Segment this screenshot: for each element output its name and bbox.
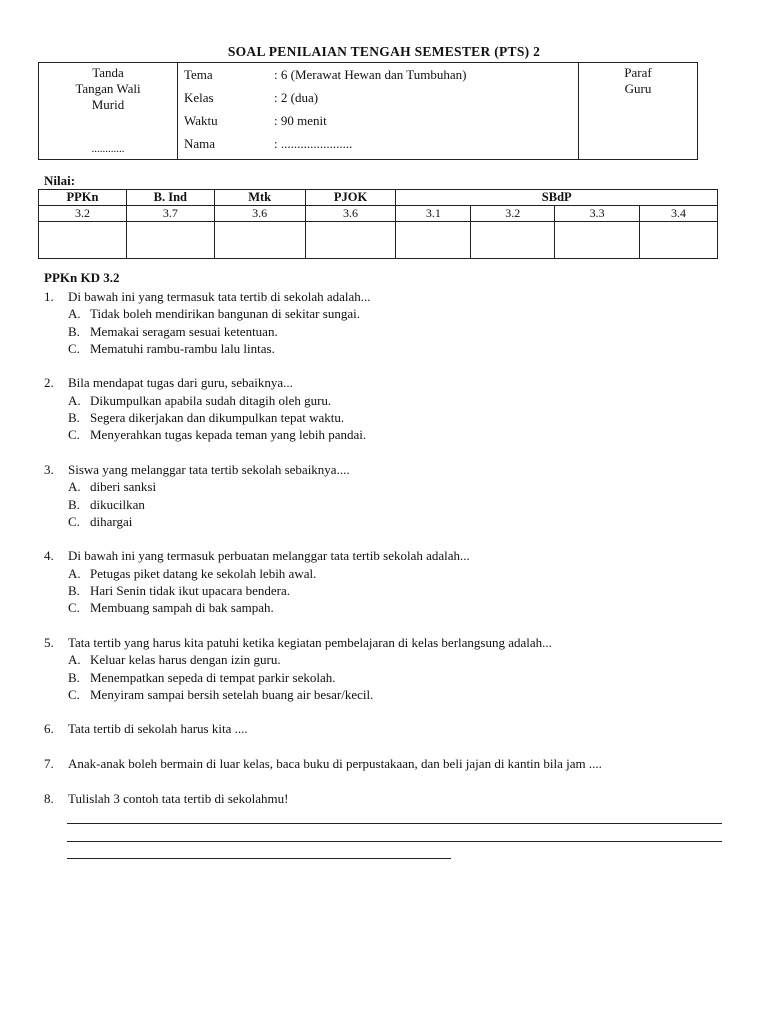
- option-text: Segera dikerjakan dan dikumpulkan tepat waktu.: [90, 410, 345, 426]
- question-number: 6.: [44, 721, 54, 737]
- question-text: Di bawah ini yang termasuk perbuatan melanggar tata tertib sekolah adalah...: [68, 548, 470, 564]
- option[interactable]: [68, 426, 734, 443]
- score-input-cell[interactable]: [39, 222, 127, 259]
- option[interactable]: [68, 496, 734, 513]
- option[interactable]: [68, 392, 734, 409]
- info-label: Kelas: [184, 89, 214, 105]
- question-8: [44, 790, 734, 807]
- score-input-cell[interactable]: [214, 222, 305, 259]
- question-number: 3.: [44, 461, 54, 477]
- subject-header: Mtk: [214, 190, 305, 206]
- question-number: 1.: [44, 289, 54, 304]
- answer-line[interactable]: [67, 858, 451, 859]
- question-text: Anak-anak boleh bermain di luar kelas, baca buku di perpustakaan, dan beli jajan di kantin bila jam ....: [68, 756, 602, 772]
- score-input-cell[interactable]: [396, 222, 471, 259]
- info-label: Tema: [184, 66, 213, 82]
- score-input-cell[interactable]: [640, 222, 718, 259]
- option-letter: C.: [68, 513, 80, 529]
- question-text: Tulislah 3 contoh tata tertib di sekolahmu!: [68, 790, 289, 806]
- paraf-label-line: Paraf: [624, 65, 652, 80]
- question-text: Siswa yang melanggar tata tertib sekolah sebaiknya....: [68, 461, 350, 477]
- option-letter: B.: [68, 496, 80, 512]
- question-7: [44, 755, 734, 772]
- score-input-cell[interactable]: [126, 222, 214, 259]
- question-3: [44, 461, 734, 478]
- kd-cell: 3.7: [126, 206, 214, 222]
- option[interactable]: [68, 513, 734, 530]
- option-letter: B.: [68, 583, 80, 599]
- question-text: Di bawah ini yang termasuk tata tertib di sekolah adalah...: [68, 289, 371, 304]
- subject-header: PPKn: [39, 190, 127, 206]
- option-text: Memakai seragam sesuai ketentuan.: [90, 323, 278, 339]
- option-text: Keluar kelas harus dengan izin guru.: [90, 652, 281, 668]
- info-label: Waktu: [184, 112, 218, 128]
- kd-cell: 3.2: [471, 206, 555, 222]
- info-value: : 2 (dua): [274, 89, 319, 105]
- option-text: dihargai: [90, 513, 133, 529]
- option-text: Menyiram sampai bersih setelah buang air besar/kecil.: [90, 686, 374, 702]
- question-number: 2.: [44, 375, 54, 391]
- kd-cell: 3.2: [39, 206, 127, 222]
- option[interactable]: [68, 478, 734, 495]
- score-input-cell[interactable]: [555, 222, 640, 259]
- option-letter: A.: [68, 652, 81, 668]
- option[interactable]: [68, 340, 734, 357]
- question-5: [44, 634, 734, 651]
- answer-line[interactable]: [67, 841, 722, 842]
- kd-cell: 3.3: [555, 206, 640, 222]
- option-text: Mematuhi rambu-rambu lalu lintas.: [90, 340, 275, 356]
- info-value: : ......................: [274, 135, 353, 151]
- option-letter: C.: [68, 427, 80, 443]
- answer-line[interactable]: [67, 823, 722, 824]
- signature-label-line: Tanda: [92, 65, 124, 80]
- signature-label-line: Murid: [91, 97, 125, 112]
- option-letter: A.: [68, 565, 81, 581]
- kd-cell: 3.6: [305, 206, 396, 222]
- info-row-kelas: [178, 86, 578, 109]
- option-text: dikucilkan: [90, 496, 145, 512]
- subject-header: B. Ind: [126, 190, 214, 206]
- signature-dots: ............: [91, 143, 125, 155]
- score-input-cell[interactable]: [471, 222, 555, 259]
- option-letter: B.: [68, 669, 80, 685]
- info-row-nama: [178, 132, 578, 155]
- info-label: Nama: [184, 135, 216, 151]
- question-text: Tata tertib yang harus kita patuhi ketika kegiatan pembelajaran di kelas berlangsung adalah...: [68, 634, 552, 650]
- info-value: : 6 (Merawat Hewan dan Tumbuhan): [274, 66, 467, 82]
- info-row-tema: [178, 63, 578, 86]
- question-2: [44, 374, 734, 391]
- option[interactable]: [68, 651, 734, 668]
- option-text: Menempatkan sepeda di tempat parkir sekolah.: [90, 669, 336, 685]
- score-input-cell[interactable]: [305, 222, 396, 259]
- option[interactable]: [68, 599, 734, 616]
- paraf-cell: [579, 63, 698, 160]
- question-6: [44, 720, 734, 737]
- option-text: Membuang sampah di bak sampah.: [90, 600, 274, 616]
- question-number: 7.: [44, 756, 54, 772]
- option-letter: C.: [68, 600, 80, 616]
- option[interactable]: [68, 305, 734, 322]
- subject-header: PJOK: [305, 190, 396, 206]
- nilai-label: Nilai:: [44, 173, 76, 188]
- info-value: : 90 menit: [274, 112, 327, 128]
- question-text: Tata tertib di sekolah harus kita ....: [68, 721, 248, 737]
- score-table: [38, 189, 718, 259]
- section-title: PPKn KD 3.2: [44, 270, 120, 285]
- option-letter: A.: [68, 306, 81, 322]
- option-text: Menyerahkan tugas kepada teman yang lebih pandai.: [90, 427, 367, 443]
- kd-cell: 3.1: [396, 206, 471, 222]
- subject-header: SBdP: [396, 190, 718, 206]
- option[interactable]: [68, 323, 734, 340]
- page-title: SOAL PENILAIAN TENGAH SEMESTER (PTS) 2: [227, 44, 541, 59]
- question-text: Bila mendapat tugas dari guru, sebaiknya...: [68, 375, 293, 391]
- question-1: [44, 288, 734, 305]
- option[interactable]: [68, 669, 734, 686]
- question-number: 5.: [44, 634, 54, 650]
- option-text: Dikumpulkan apabila sudah ditagih oleh guru.: [90, 392, 332, 408]
- option-letter: A.: [68, 479, 81, 495]
- option[interactable]: [68, 565, 734, 582]
- question-list: [44, 288, 734, 807]
- option-text: Hari Senin tidak ikut upacara bendera.: [90, 583, 290, 599]
- option-letter: B.: [68, 323, 80, 339]
- option-text: Petugas piket datang ke sekolah lebih awal.: [90, 565, 317, 581]
- question-4: [44, 547, 734, 564]
- option-letter: A.: [68, 392, 81, 408]
- paraf-label-line: Guru: [624, 81, 652, 96]
- header-table: [38, 62, 698, 160]
- kd-cell: 3.4: [640, 206, 718, 222]
- option[interactable]: [68, 409, 734, 426]
- option[interactable]: [68, 582, 734, 599]
- question-number: 4.: [44, 548, 54, 564]
- signature-cell: [39, 63, 178, 160]
- signature-label-line: Tangan Wali: [75, 81, 141, 96]
- option-letter: B.: [68, 410, 80, 426]
- option-text: Tidak boleh mendirikan bangunan di sekitar sungai.: [90, 306, 360, 322]
- info-row-waktu: [178, 109, 578, 132]
- option-letter: C.: [68, 340, 80, 356]
- kd-cell: 3.6: [214, 206, 305, 222]
- option-text: diberi sanksi: [90, 479, 157, 495]
- question-number: 8.: [44, 790, 54, 806]
- info-cell: [178, 63, 579, 160]
- option[interactable]: [68, 686, 734, 703]
- option-letter: C.: [68, 686, 80, 702]
